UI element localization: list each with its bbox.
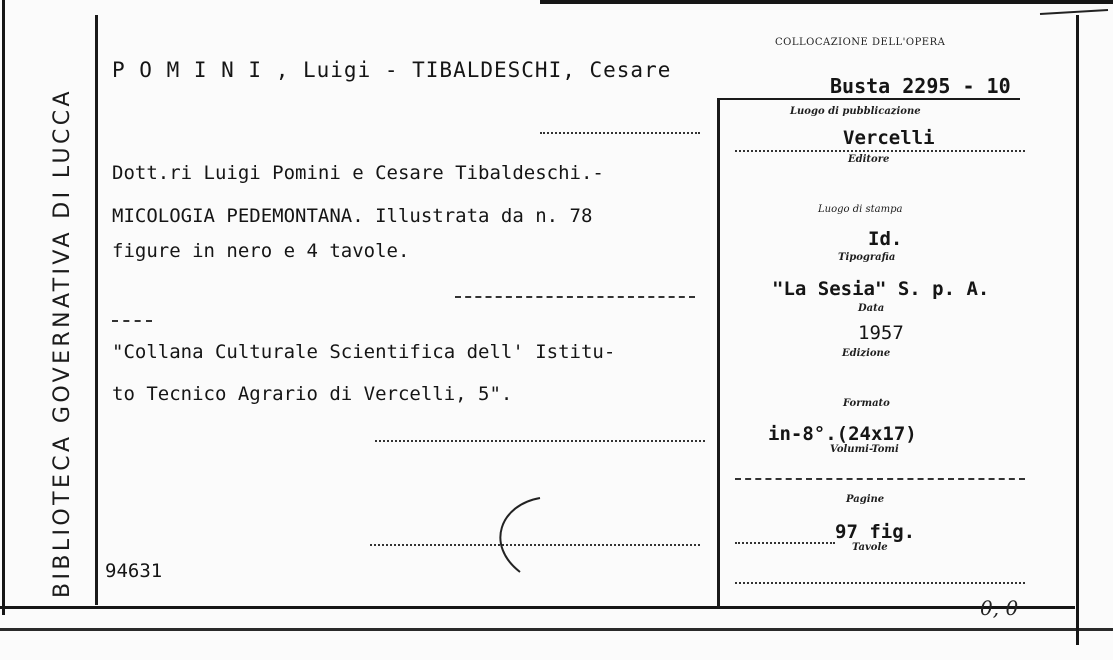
inventory-number: 94631 (105, 560, 163, 582)
corner-mark: 0, 0 (980, 596, 1019, 620)
series-line-2: to Tecnico Agrario di Vercelli, 5". (112, 383, 513, 405)
value-pagine: 97 fig. (835, 521, 916, 543)
body-line-2: MICOLOGIA PEDEMONTANA. Illustrata da n. 78 (112, 205, 593, 227)
shelfmark: Busta 2295 - 10 (830, 74, 1011, 98)
label-data: Data (858, 303, 885, 314)
value-formato: in-8°.(24x17) (768, 423, 917, 445)
value-data: 1957 (858, 322, 904, 344)
label-editore: Editore (848, 154, 890, 165)
series-line-1: "Collana Culturale Scientifica dell' Istitu- (112, 341, 616, 363)
label-tavole: Tavole (852, 542, 888, 553)
value-tipografia: "La Sesia" S. p. A. (772, 278, 990, 300)
value-luogo-stampa: Id. (868, 228, 903, 250)
label-volumi: Volumi-Tomi (830, 444, 899, 455)
label-pagine: Pagine (846, 494, 885, 505)
label-tipografia: Tipografia (838, 252, 896, 263)
collocation-heading: COLLOCAZIONE DELL'OPERA (775, 37, 946, 48)
label-luogo-stampa: Luogo di stampa (818, 204, 903, 215)
label-edizione: Edizione (842, 348, 891, 359)
body-line-3: figure in nero e 4 tavole. (112, 240, 410, 262)
body-line-1: Dott.ri Luigi Pomini e Cesare Tibaldeschi.- (112, 162, 604, 184)
pen-stroke (500, 498, 540, 572)
edge-scratch (1040, 10, 1108, 14)
library-spine-label: BIBLIOTECA GOVERNATIVA DI LUCCA (50, 88, 75, 598)
label-formato: Formato (843, 398, 890, 409)
value-luogo-pubblicazione: Vercelli (843, 127, 935, 149)
author-heading: P O M I N I , Luigi - TIBALDESCHI, Cesare (112, 58, 672, 82)
label-luogo-pubblicazione: Luogo di pubblicazione (790, 106, 921, 117)
